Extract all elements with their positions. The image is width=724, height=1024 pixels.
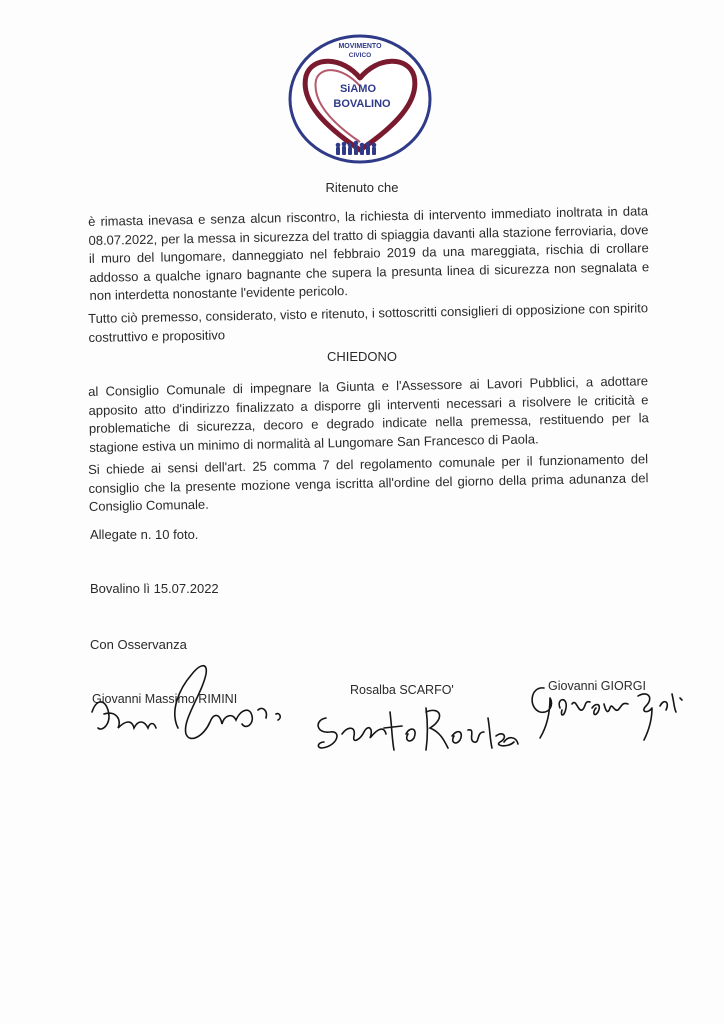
paragraph-agenda: Si chiede ai sensi dell'art. 25 comma 7 del regolamento comunale per il funzionamento del consiglio che la presente mozione venga iscritta all'ordine del giorno della prima adunanza del Consiglio Comunale.	[88, 451, 649, 514]
signature-rimini	[82, 650, 292, 750]
logo	[286, 32, 434, 166]
place-date: Bovalino lì 15.07.2022	[90, 581, 219, 596]
chiedono-heading: CHIEDONO	[326, 349, 398, 364]
signatory-name-1: Giovanni Massimo RIMINI	[92, 692, 238, 706]
signature-scarfo	[308, 678, 528, 768]
paragraph-premise: è rimasta inevasa e senza alcun riscontro, la richiesta di intervento immediato inoltrata in data 08.07.2022, per la messa in sicurezza del tratto di spiaggia davanti alla stazione ferroviaria, dove il muro del lungomare, danneggiato nel febbraio 2019 da una mareggiata, rischia di crollare addosso a qualche ignaro bagnante che supera la presunta linea di sicurezza non segnalata e non interdetta nonostante l'evidente pericolo.	[88, 203, 650, 303]
paragraph-request: al Consiglio Comunale di impegnare la Giunta e l'Assessore ai Lavori Pubblici, a adottare apposito atto d'indirizzo finalizzato a disporre gli interventi necessari a risolvere le criticità e problematiche di sicurezza, decoro e degrado indicate nella premessa, restituendo per la stagione estiva un minimo di normalità al Lungomare San Francesco di Paola.	[88, 373, 649, 455]
logo-emblem	[286, 32, 434, 166]
ritenuto-heading: Ritenuto che	[325, 180, 399, 195]
signatory-name-3: Giovanni GIORGI	[548, 679, 646, 693]
signature-giorgi	[520, 668, 700, 748]
logo-line-4: BOVALINO	[333, 98, 391, 110]
closing-salutation: Con Osservanza	[90, 637, 187, 652]
paragraph-considered: Tutto ciò premesso, considerato, visto e ritenuto, i sottoscritti consiglieri di opposizione con spirito costruttivo e propositivo	[88, 300, 649, 345]
logo-line-3: SiAMO	[339, 83, 377, 95]
signatory-name-2: Rosalba SCARFO'	[350, 683, 454, 697]
logo-line-2: CIVICO	[348, 52, 372, 59]
logo-line-1: MOVIMENTO	[338, 43, 382, 50]
attachments-note: Allegate n. 10 foto.	[90, 527, 199, 542]
